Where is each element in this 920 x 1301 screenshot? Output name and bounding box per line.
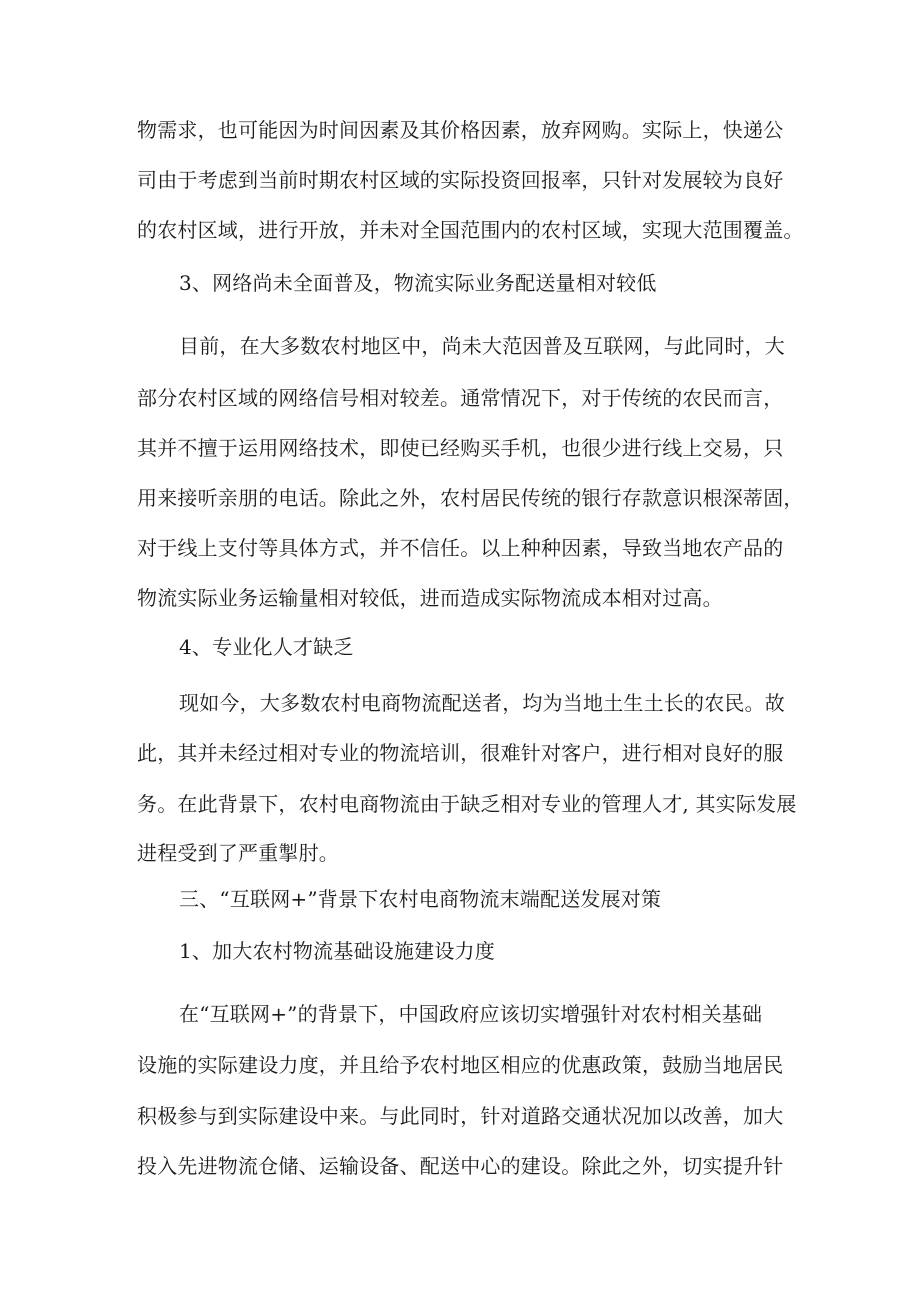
paragraph-line: 物需求，也可能因为时间因素及其价格因素，放弃网购。实际上，快递公 [137, 118, 784, 142]
paragraph-line: 对于线上支付等具体方式，并不信任。以上种种因素，导致当地农产品的 [137, 536, 784, 560]
section-heading: 4、专业化人才缺乏 [179, 635, 354, 659]
paragraph-line: 的农村区域，进行开放，并未对全国范围内的农村区域，实现大范围覆盖。 [137, 218, 804, 242]
section-heading: 1、加大农村物流基础设施建设力度 [179, 939, 495, 963]
paragraph-line: 部分农村区域的网络信号相对较差。通常情况下，对于传统的农民而言， [137, 386, 784, 410]
paragraph-line: 其并不擅于运用网络技术，即使已经购买手机，也很少进行线上交易，只 [137, 436, 784, 460]
paragraph-line: 目前，在大多数农村地区中，尚未大范因普及互联网，与此同时，大 [179, 334, 785, 358]
paragraph-line: 进程受到了严重掣肘。 [137, 841, 339, 865]
paragraph-line: 务。在此背景下，农村电商物流由于缺乏相对专业的管理人才, 其实际发展 [137, 792, 797, 816]
section-heading: 3、网络尚未全面普及，物流实际业务配送量相对较低 [179, 271, 657, 295]
paragraph-line: 现如今，大多数农村电商物流配送者，均为当地土生土长的农民。故 [179, 691, 785, 715]
paragraph-line: 用来接听亲朋的电话。除此之外，农村居民传统的银行存款意识根深蒂固， [137, 486, 804, 510]
chapter-heading: 三、“互联网+”背景下农村电商物流末端配送发展对策 [179, 887, 662, 911]
paragraph-line: 设施的实际建设力度，并且给予农村地区相应的优惠政策，鼓励当地居民 [137, 1053, 784, 1077]
paragraph-line: 此，其并未经过相对专业的物流培训，很难针对客户，进行相对良好的服 [137, 741, 784, 765]
paragraph-line: 在“互联网+”的背景下，中国政府应该切实增强针对农村相关基础 [179, 1002, 763, 1026]
paragraph-line: 积极参与到实际建设中来。与此同时，针对道路交通状况加以改善，加大 [137, 1104, 784, 1128]
paragraph-line: 物流实际业务运输量相对较低，进而造成实际物流成本相对过高。 [137, 586, 723, 610]
paragraph-line: 司由于考虑到当前时期农村区域的实际投资回报率，只针对发展较为良好 [137, 168, 784, 192]
paragraph-line: 投入先进物流仓储、运输设备、配送中心的建设。除此之外，切实提升针 [137, 1154, 784, 1178]
